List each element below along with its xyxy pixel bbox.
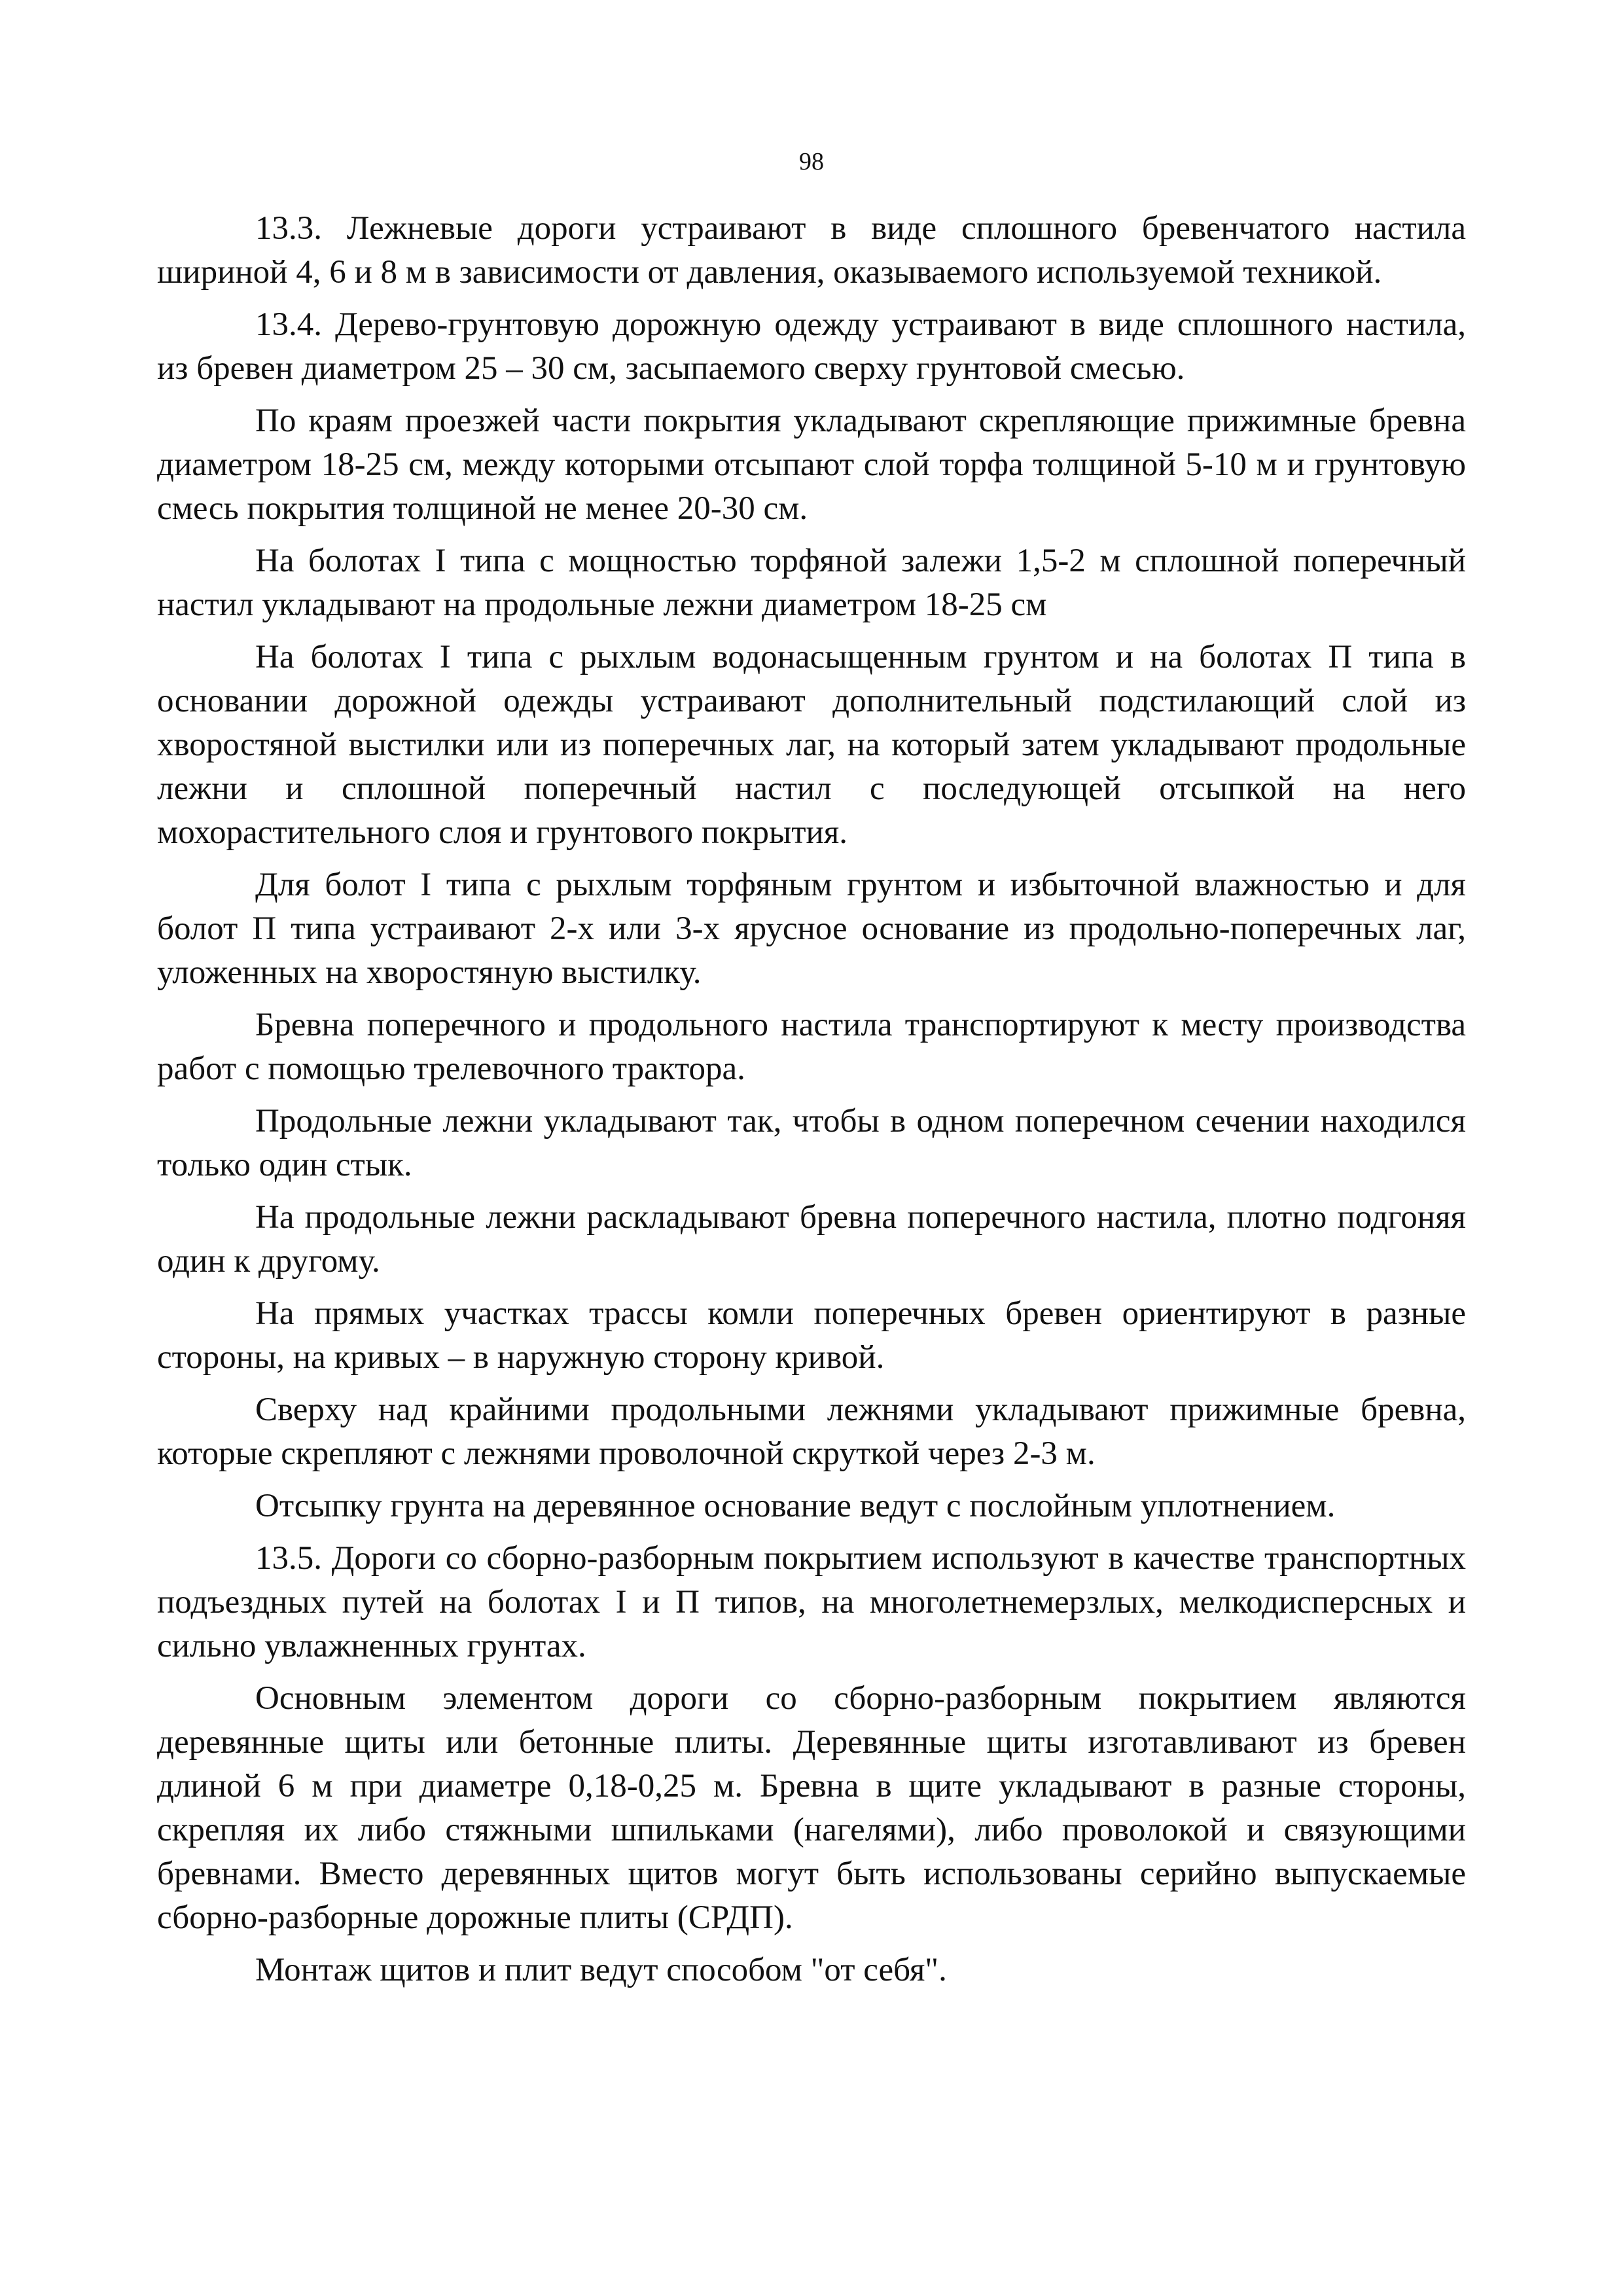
paragraph-13-5: 13.5. Дороги со сборно-разборным покрытием используют в качестве транспортных подъездных путей на болотах I и П типов, на многолетнемерзлых, мелкодисперсных и сильно увлажненных грунтах.: [157, 1540, 1466, 1664]
paragraph-straight-sections: На прямых участках трассы комли поперечных бревен ориентируют в разные стороны, на кривых – в наружную сторону кривой.: [157, 1295, 1466, 1376]
paragraph-edge-logs: По краям проезжей части покрытия укладывают скрепляющие прижимные бревна диаметром 18-25 см, между которыми отсыпают слой торфа толщиной 5-10 м и грунтовую смесь покрытия толщиной не менее 20-30 см.: [157, 403, 1466, 527]
paragraph-tiered-base: Для болот I типа с рыхлым торфяным грунтом и избыточной влажностью и для болот П типа устраивают 2-х или 3-х ярусное основание из продольно-поперечных лаг, уложенных на хворостяную выстилку.: [157, 867, 1466, 991]
paragraph-deck-laying: На продольные лежни раскладывают бревна поперечного настила, плотно подгоняя один к другому.: [157, 1199, 1466, 1280]
paragraph-mounting: Монтаж щитов и плит ведут способом "от себя".: [255, 1952, 947, 1988]
paragraph-swamp-type-1: На болотах I типа с мощностью торфяной залежи 1,5-2 м сплошной поперечный настил укладывают на продольные лежни диаметром 18-25 см: [157, 543, 1466, 623]
body-text: [157, 207, 1466, 2001]
paragraph-swamp-loose-soil: На болотах I типа с рыхлым водонасыщенным грунтом и на болотах П типа в основании дорожной одежды устраивают дополнительный подстилающий слой из хворостяной выстилки или из поперечных лаг, на который затем укладывают продольные лежни и сплошной поперечный настил с последующей отсыпкой на него мохорастительного слоя и грунтового покрытия.: [157, 639, 1466, 851]
paragraph-clamp-logs: Сверху над крайними продольными лежнями укладывают прижимные бревна, которые скрепляют с лежнями проволочной скруткой через 2-3 м.: [157, 1391, 1466, 1472]
paragraph-13-3: 13.3. Лежневые дороги устраивают в виде сплошного бревенчатого настила шириной 4, 6 и 8 м в зависимости от давления, оказываемого используемой техникой.: [157, 210, 1466, 291]
page-number: 98: [799, 148, 824, 175]
paragraph-13-4: 13.4. Дерево-грунтовую дорожную одежду устраивают в виде сплошного настила, из бревен диаметром 25 – 30 см, засыпаемого сверху грунтовой смесью.: [157, 306, 1466, 387]
paragraph-shields: Основным элементом дороги со сборно-разборным покрытием являются деревянные щиты или бетонные плиты. Деревянные щиты изготавливают из бревен длиной 6 м при диаметре 0,18-0,25 м. Бревна в щите укладывают в разные стороны, скрепляя их либо стяжными шпильками (нагелями), либо проволокой и связующими бревнами. Вместо деревянных щитов могут быть использованы серийно выпускаемые сборно-разборные дорожные плиты (СРДП).: [157, 1680, 1466, 1936]
paragraph-log-transport: Бревна поперечного и продольного настила транспортируют к месту производства работ с помощью трелевочного трактора.: [157, 1007, 1466, 1087]
paragraph-soil-fill: Отсыпку грунта на деревянное основание ведут с послойным уплотнением.: [255, 1488, 1336, 1524]
paragraph-single-joint: Продольные лежни укладывают так, чтобы в одном поперечном сечении находился только один стык.: [157, 1103, 1466, 1183]
